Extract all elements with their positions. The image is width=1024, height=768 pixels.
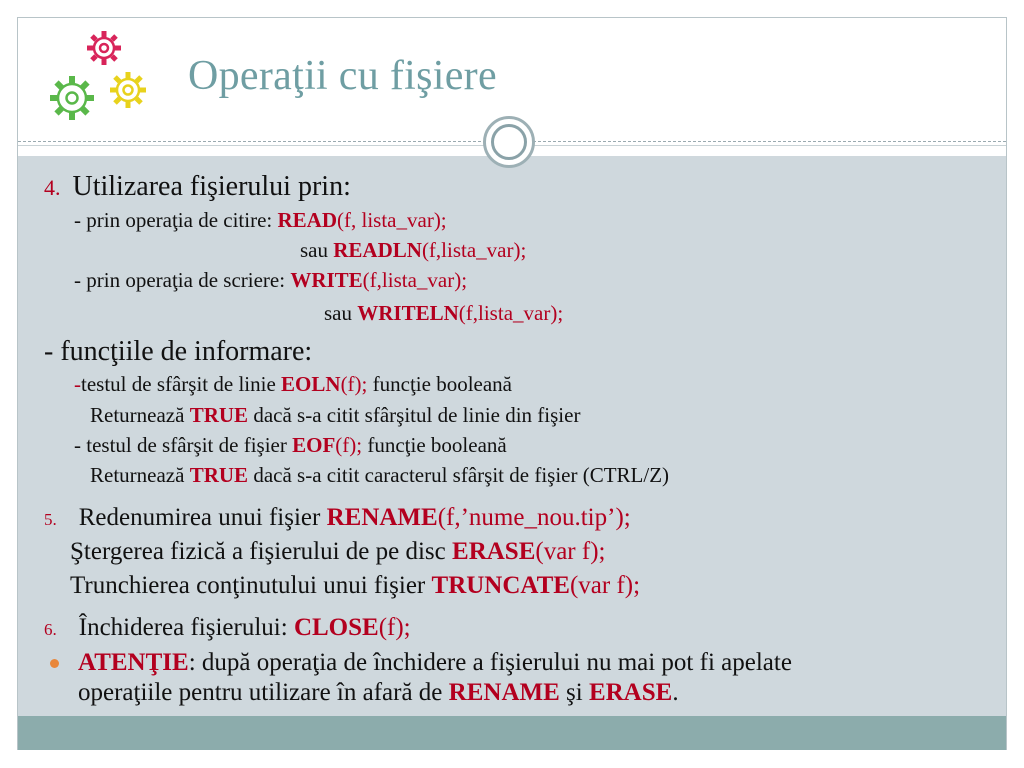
item4-heading: Utilizarea fişierului prin: bbox=[72, 171, 351, 202]
warning-and: şi bbox=[559, 679, 589, 706]
eoln-return-suffix: dacă s-a citit sfârşitul de linie din fişier bbox=[248, 403, 581, 427]
erase-line bbox=[70, 538, 605, 566]
item6-line bbox=[44, 614, 411, 642]
warning-line-2 bbox=[78, 679, 679, 707]
info-heading: - funcţiile de informare: bbox=[44, 336, 313, 367]
info-heading-line bbox=[44, 336, 312, 368]
erase-text: Ştergerea fizică a fişierului de pe disc bbox=[70, 538, 453, 565]
close-text: Închiderea fişierului: bbox=[78, 614, 294, 641]
readln-line bbox=[300, 238, 526, 263]
bullet-dot-icon bbox=[50, 659, 59, 668]
write-args: (f,lista_var); bbox=[362, 268, 468, 292]
truncate-args: (var f); bbox=[569, 572, 641, 599]
writeln-args: (f,lista_var); bbox=[458, 301, 564, 325]
eof-return-keyword: TRUE bbox=[189, 463, 249, 487]
read-prefix: - prin operaţia de citire: bbox=[74, 208, 278, 232]
item4-heading-line bbox=[44, 171, 351, 203]
readln-prefix: sau bbox=[300, 238, 334, 262]
truncate-text: Trunchierea conţinutului unui fişier bbox=[70, 572, 432, 599]
writeln-line bbox=[324, 301, 563, 326]
write-keyword: WRITE bbox=[290, 268, 363, 292]
eoln-text: testul de sfârşit de linie bbox=[81, 372, 282, 396]
eof-keyword: EOF bbox=[292, 433, 336, 457]
writeln-keyword: WRITELN bbox=[357, 301, 459, 325]
eof-return-suffix: dacă s-a citit caracterul sfârşit de fişier (CTRL/Z) bbox=[248, 463, 670, 487]
warning-end: . bbox=[672, 679, 679, 706]
eof-return-prefix: Returnează bbox=[90, 463, 190, 487]
erase-keyword: ERASE bbox=[452, 538, 536, 565]
rename-text: Redenumirea unui fişier bbox=[78, 504, 327, 531]
warning-keyword-rename: RENAME bbox=[448, 679, 560, 706]
eof-text: - testul de sfârşit de fişier bbox=[74, 433, 293, 457]
read-keyword: READ bbox=[277, 208, 338, 232]
eoln-return-keyword: TRUE bbox=[189, 403, 249, 427]
rename-args: (f,’nume_nou.tip’); bbox=[437, 504, 631, 531]
read-line bbox=[74, 208, 447, 233]
eoln-keyword: EOLN bbox=[281, 372, 341, 396]
warning-text-2: operaţiile pentru utilizare în afară de bbox=[78, 679, 449, 706]
close-keyword: CLOSE bbox=[293, 614, 379, 641]
eoln-return-line bbox=[90, 403, 580, 428]
truncate-line bbox=[70, 572, 640, 600]
readln-keyword: READLN bbox=[333, 238, 422, 262]
read-args: (f, lista_var); bbox=[337, 208, 447, 232]
item4-number: 4. bbox=[44, 175, 61, 200]
warning-label: ATENŢIE bbox=[78, 649, 189, 676]
eof-type: funcţie booleană bbox=[362, 433, 507, 457]
eoln-line bbox=[74, 372, 512, 397]
rename-keyword: RENAME bbox=[326, 504, 438, 531]
gears-icon bbox=[40, 22, 160, 142]
warning-text-1: : după operaţia de închidere a fişierului nu mai pot fi apelate bbox=[188, 649, 792, 676]
writeln-prefix: sau bbox=[324, 301, 358, 325]
warning-keyword-erase: ERASE bbox=[588, 679, 673, 706]
footer-bar bbox=[18, 716, 1006, 750]
eoln-return-prefix: Returnează bbox=[90, 403, 190, 427]
slide-title: Operaţii cu fişiere bbox=[188, 53, 497, 99]
eof-line bbox=[74, 433, 507, 458]
item5-number: 5. bbox=[44, 510, 57, 529]
close-args: (f); bbox=[378, 614, 411, 641]
warning-line-1 bbox=[78, 649, 792, 677]
eof-args: (f); bbox=[335, 433, 363, 457]
eoln-dash: - bbox=[74, 372, 81, 396]
circle-ring-icon bbox=[483, 116, 535, 168]
eoln-args: (f); bbox=[340, 372, 368, 396]
eoln-type: funcţie booleană bbox=[367, 372, 512, 396]
truncate-keyword: TRUNCATE bbox=[431, 572, 570, 599]
item6-number: 6. bbox=[44, 620, 57, 639]
item5-line bbox=[44, 504, 631, 532]
eof-return-line bbox=[90, 463, 669, 488]
write-prefix: - prin operaţia de scriere: bbox=[74, 268, 291, 292]
write-line bbox=[74, 268, 467, 293]
readln-args: (f,lista_var); bbox=[421, 238, 527, 262]
erase-args: (var f); bbox=[535, 538, 606, 565]
